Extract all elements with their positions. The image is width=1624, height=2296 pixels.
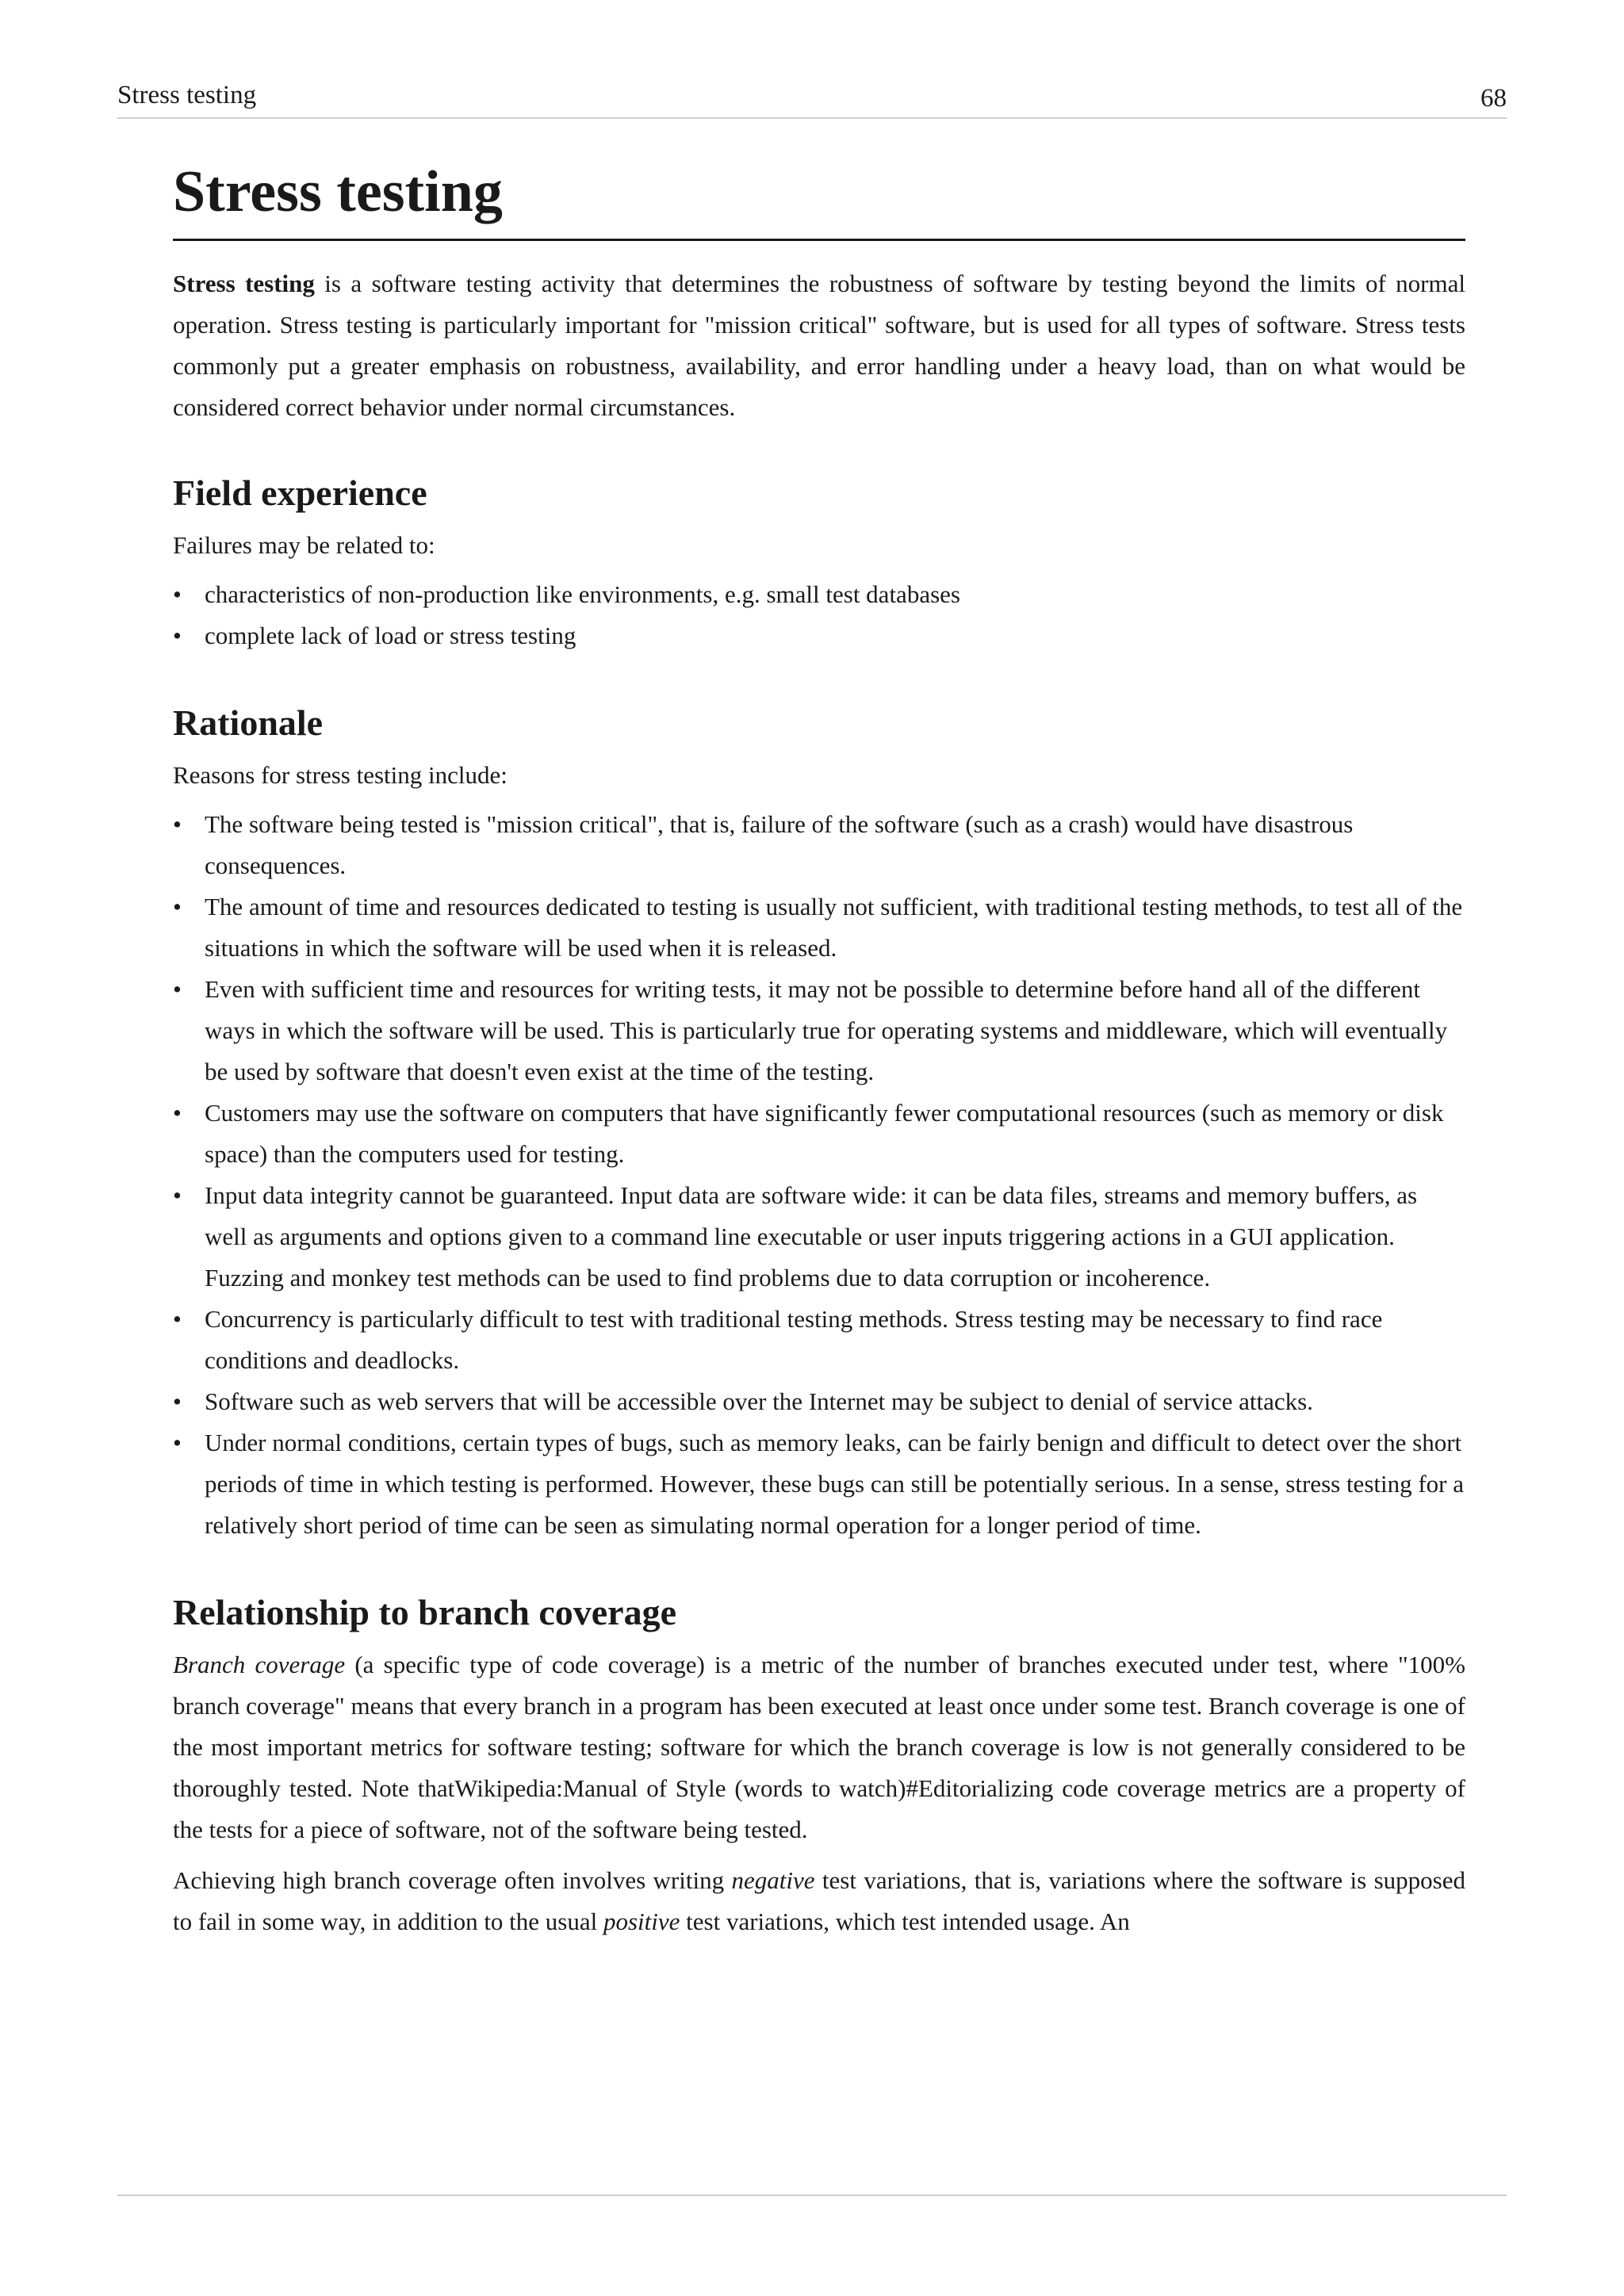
- list-item: [173, 1422, 1465, 1546]
- list-item-text: The amount of time and resources dedicated to testing is usually not sufficient, with traditional testing methods, to test all of the situations in which the software will be used when it is released.: [205, 893, 1463, 962]
- emphasis-positive: positive: [603, 1908, 680, 1936]
- bullet-glyph: •: [173, 893, 182, 921]
- list-item-text: Under normal conditions, certain types of bugs, such as memory leaks, can be fairly benign and difficult to detect over the short periods of time in which testing is performed. However, these bugs can still be potentially serious. In a sense, stress testing for a relatively short period of time can be seen as simulating normal operation for a longer period of time.: [205, 1429, 1465, 1540]
- list-item: [173, 1299, 1465, 1381]
- list-item-text: Input data integrity cannot be guaranteed. Input data are software wide: it can be data files, streams and memory buffers, as well as arguments and options given to a command line executable or user inputs triggering actions in a GUI application. Fuzzing and monkey test methods can be used to find problems due to data corruption or incoherence.: [205, 1181, 1418, 1292]
- list-item: [173, 574, 1465, 615]
- list-item: [173, 969, 1465, 1093]
- list-item: [173, 615, 1465, 656]
- list-item: [173, 1093, 1465, 1175]
- bullet-glyph: •: [173, 810, 182, 839]
- emphasis-negative: negative: [731, 1866, 815, 1895]
- running-header-title: Stress testing: [117, 81, 257, 109]
- branch-coverage-text-2c: test variations, which test intended usage. An: [680, 1908, 1130, 1936]
- list-item-text: Concurrency is particularly difficult to test with traditional testing methods. Stress testing may be necessary to find race conditions and deadlocks.: [205, 1305, 1383, 1375]
- branch-coverage-paragraph-1: [173, 1644, 1465, 1850]
- bullet-glyph: •: [173, 622, 182, 650]
- heading-field-experience: Field experience: [173, 473, 427, 514]
- branch-coverage-term: Branch coverage: [173, 1651, 346, 1679]
- intro-paragraph: [173, 263, 1465, 428]
- field-experience-list: [173, 574, 1465, 656]
- branch-coverage-text-2b: test variations, that is, variations where the software is supposed to fail in some way, in addition to the usual: [173, 1866, 1465, 1936]
- list-item-text: Even with sufficient time and resources for writing tests, it may not be possible to determine before hand all of the different ways in which the software will be used. This is particularly true for operating systems and middleware, which will eventually be used by software that doesn't even exist at the time of the testing.: [205, 975, 1448, 1086]
- list-item-text: Customers may use the software on computers that have significantly fewer computational resources (such as memory or disk space) than the computers used for testing.: [205, 1099, 1444, 1169]
- branch-coverage-text-1: (a specific type of code coverage) is a metric of the number of branches executed under test, where "100% branch coverage" means that every branch in a program has been executed at least once under some test. Branch coverage is one of the most important metrics for software testing; software for which the branch coverage is low is not generally considered to be thoroughly tested. Note thatWikipedia:Manual of Style (words to watch)#Editorializing code coverage metrics are a property of the tests for a piece of software, not of the software being tested.: [173, 1651, 1465, 1844]
- branch-coverage-paragraph-2: [173, 1860, 1465, 1942]
- bullet-glyph: •: [173, 1099, 182, 1127]
- heading-branch-coverage: Relationship to branch coverage: [173, 1592, 677, 1633]
- list-item: [173, 886, 1465, 969]
- branch-coverage-text-2a: Achieving high branch coverage often involves writing: [173, 1866, 732, 1895]
- list-item-text: Software such as web servers that will be accessible over the Internet may be subject to denial of service attacks.: [205, 1387, 1313, 1416]
- bullet-glyph: •: [173, 975, 182, 1004]
- bullet-glyph: •: [173, 580, 182, 609]
- article-title: Stress testing: [173, 159, 1465, 241]
- rationale-lead: Reasons for stress testing include:: [173, 761, 508, 790]
- page-number: 68: [1480, 84, 1507, 113]
- bullet-glyph: •: [173, 1387, 182, 1416]
- running-header: [117, 76, 1507, 119]
- list-item-text: characteristics of non-production like environments, e.g. small test databases: [205, 580, 960, 609]
- intro-text: is a software testing activity that determines the robustness of software by testing beyond the limits of normal operation. Stress testing is particularly important for "mission critical" software, but is used for all types of software. Stress tests commonly put a greater emphasis on robustness, availability, and error handling under a heavy load, than on what would be considered correct behavior under normal circumstances.: [173, 270, 1465, 422]
- intro-term: Stress testing: [173, 270, 315, 298]
- rationale-list: [173, 804, 1465, 1546]
- article-body: [173, 159, 1465, 1942]
- list-item-text: complete lack of load or stress testing: [205, 622, 576, 650]
- footer-rule: [117, 2195, 1507, 2196]
- list-item: [173, 1175, 1465, 1299]
- list-item: [173, 1381, 1465, 1422]
- bullet-glyph: •: [173, 1181, 182, 1210]
- list-item: [173, 804, 1465, 886]
- heading-rationale: Rationale: [173, 702, 324, 744]
- bullet-glyph: •: [173, 1429, 182, 1457]
- bullet-glyph: •: [173, 1305, 182, 1334]
- field-experience-lead: Failures may be related to:: [173, 531, 435, 560]
- list-item-text: The software being tested is "mission critical", that is, failure of the software (such as a crash) would have disastrous consequences.: [205, 810, 1354, 880]
